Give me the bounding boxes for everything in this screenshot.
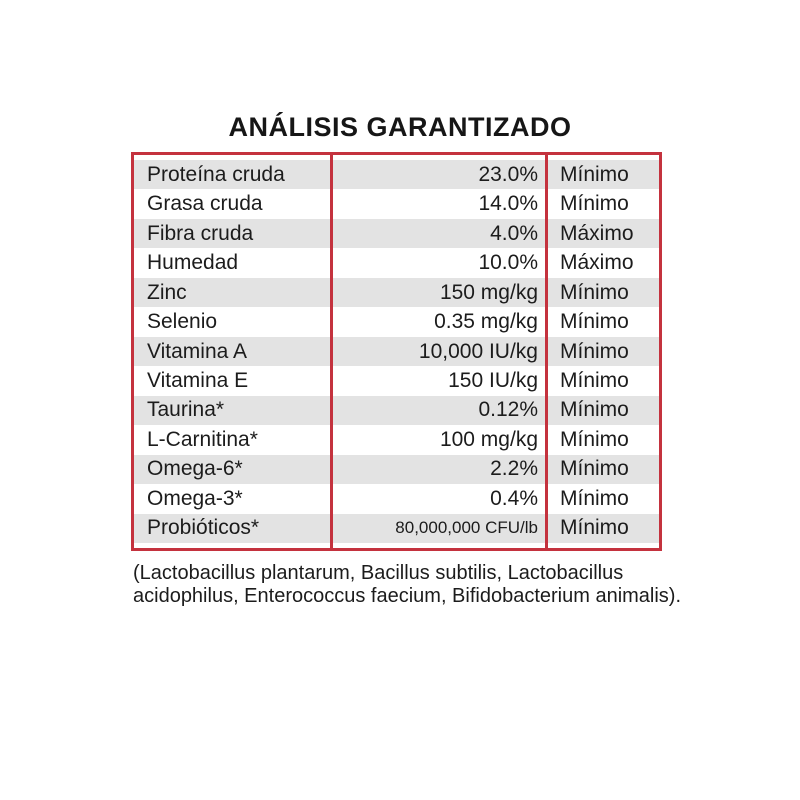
nutrient-value: 0.12% bbox=[478, 398, 538, 422]
nutrient-name: Selenio bbox=[147, 310, 218, 334]
nutrient-name: Omega-6* bbox=[147, 457, 243, 481]
nutrient-value: 2.2% bbox=[490, 457, 538, 481]
nutrient-qualifier: Mínimo bbox=[560, 369, 629, 393]
nutrient-value: 150 mg/kg bbox=[439, 280, 538, 304]
table-row bbox=[134, 160, 659, 189]
nutrient-qualifier: Máximo bbox=[560, 251, 634, 275]
nutrient-value: 0.35 mg/kg bbox=[434, 310, 538, 334]
table-row bbox=[134, 366, 659, 395]
nutrient-value: 4.0% bbox=[490, 221, 538, 245]
table-row bbox=[134, 337, 659, 366]
page-title: ANÁLISIS GARANTIZADO bbox=[228, 112, 572, 142]
probiotics-footnote: (Lactobacillus plantarum, Bacillus subtilis, Lactobacillus acidophilus, Enterococcus faecium, Bifidobacterium animalis). bbox=[133, 562, 682, 607]
nutrient-value: 10.0% bbox=[478, 251, 538, 275]
column-divider-1 bbox=[330, 155, 333, 548]
nutrient-value: 23.0% bbox=[478, 162, 538, 186]
nutrient-qualifier: Mínimo bbox=[560, 310, 629, 334]
nutrient-qualifier: Mínimo bbox=[560, 280, 629, 304]
nutrient-value: 80,000,000 CFU/lb bbox=[395, 518, 538, 538]
nutrient-qualifier: Mínimo bbox=[560, 427, 629, 451]
table-row bbox=[134, 278, 659, 307]
nutrient-qualifier: Mínimo bbox=[560, 339, 629, 363]
guaranteed-analysis-table bbox=[131, 152, 662, 551]
nutrient-name: Fibra cruda bbox=[147, 221, 254, 245]
nutrient-qualifier: Máximo bbox=[560, 221, 634, 245]
column-divider-2 bbox=[545, 155, 548, 548]
nutrient-name: Omega-3* bbox=[147, 486, 243, 510]
nutrient-qualifier: Mínimo bbox=[560, 162, 629, 186]
nutrient-value: 150 IU/kg bbox=[448, 369, 538, 393]
nutrient-qualifier: Mínimo bbox=[560, 457, 629, 481]
table-row bbox=[134, 248, 659, 277]
nutrient-name: Probióticos* bbox=[147, 516, 260, 540]
nutrient-name: Humedad bbox=[147, 251, 239, 275]
nutrient-name: Proteína cruda bbox=[147, 162, 285, 186]
table-row bbox=[134, 514, 659, 543]
nutrient-name: L-Carnitina* bbox=[147, 427, 258, 451]
table-rows bbox=[134, 160, 659, 543]
nutrient-value: 14.0% bbox=[478, 192, 538, 216]
table-row bbox=[134, 425, 659, 454]
table-row bbox=[134, 484, 659, 513]
nutrient-qualifier: Mínimo bbox=[560, 398, 629, 422]
table-row bbox=[134, 307, 659, 336]
nutrient-qualifier: Mínimo bbox=[560, 516, 629, 540]
nutrient-value: 0.4% bbox=[490, 486, 538, 510]
nutrient-value: 100 mg/kg bbox=[439, 427, 538, 451]
nutrient-name: Zinc bbox=[147, 280, 187, 304]
nutrient-qualifier: Mínimo bbox=[560, 192, 629, 216]
nutrient-qualifier: Mínimo bbox=[560, 486, 629, 510]
nutrient-name: Taurina* bbox=[147, 398, 225, 422]
table-row bbox=[134, 189, 659, 218]
nutrient-name: Vitamina E bbox=[147, 369, 249, 393]
nutrient-value: 10,000 IU/kg bbox=[418, 339, 538, 363]
nutrient-name: Vitamina A bbox=[147, 339, 248, 363]
table-row bbox=[134, 219, 659, 248]
table-row bbox=[134, 396, 659, 425]
nutrient-name: Grasa cruda bbox=[147, 192, 263, 216]
table-row bbox=[134, 455, 659, 484]
